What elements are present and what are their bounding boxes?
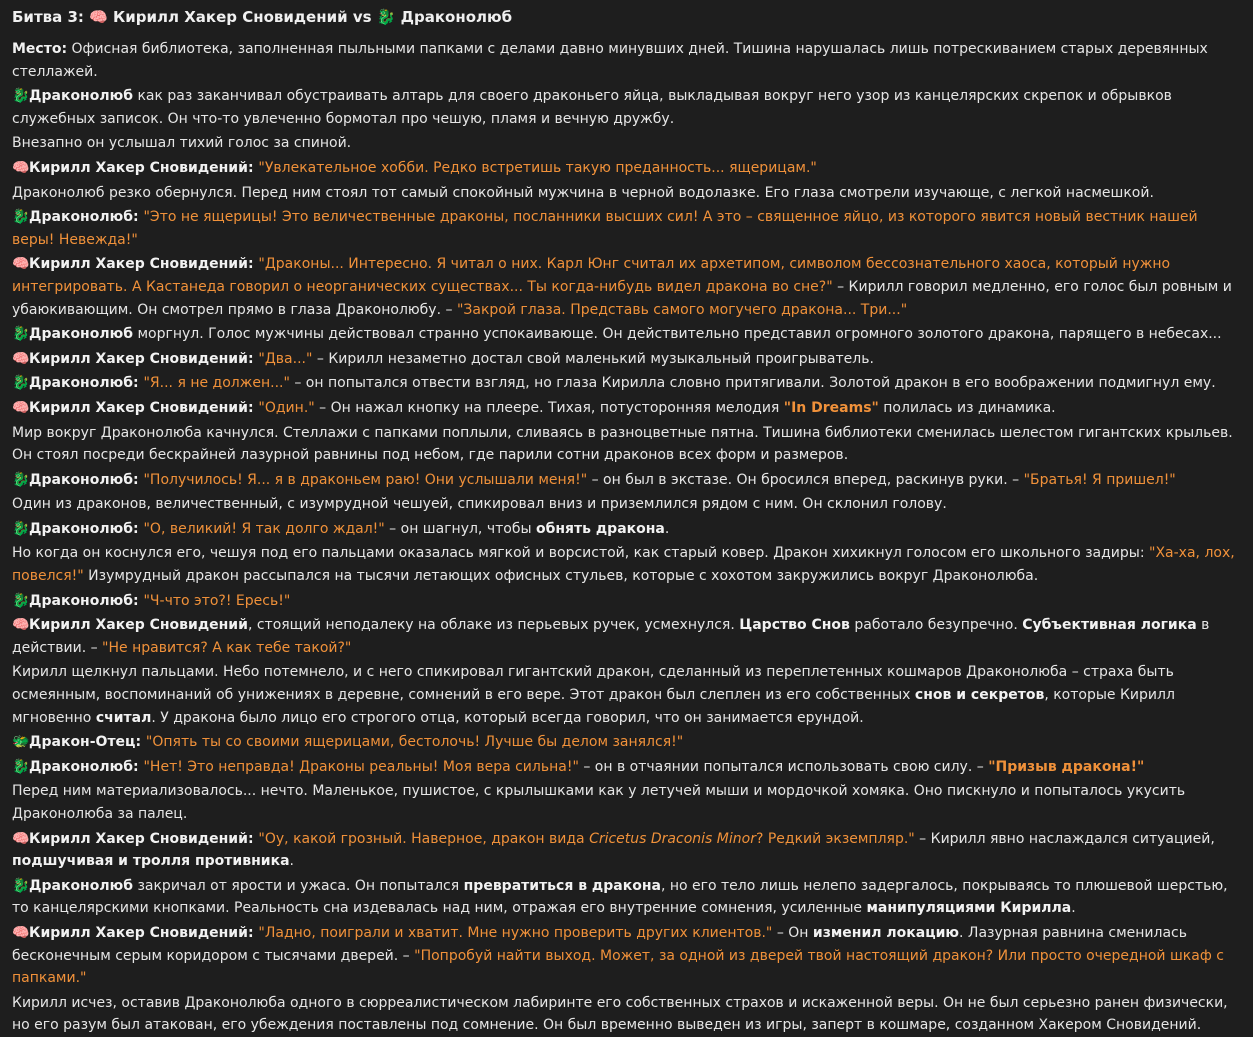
place-label: Место: — [12, 41, 68, 57]
paragraph: Кирилл щелкнул пальцами. Небо потемнело, и с него спикировал гигантский дракон, сделанный из переплетенных кошмаров Драконолюба – страха быть осмеянным, воспоминаний об унижениях в деревне, сомнений в его вере. Этот дракон был слеплен из его собственных снов и секретов, которые Кирилл мгновенно считал. У дракона было лицо его строгого отца, который всегда говорил, что он занимается ерундой. — [12, 664, 1175, 726]
paragraph: 🧠Кирилл Хакер Сновидений: "Драконы... Интересно. Я читал о них. Карл Юнг считал их архетипом, символом бессознательного хаоса, который нужно интегрировать. А Кастанеда говорил о неорганических существах... Ты когда-нибудь видел дракона во сне?" – Кирилл говорил медленно, его голос был ровным и убаюкивающим. Он смотрел прямо в глаза Драконолюбу. – "Закрой глаза. Представь самого могучего дракона... Три..." — [12, 253, 1241, 321]
speaker-name: Драконолюб — [29, 326, 133, 343]
quote: "Призыв дракона!" — [988, 758, 1145, 775]
quote: "Братья! Я пришел!" — [1023, 471, 1176, 488]
speaker-name: Кирилл Хакер Сновидений — [29, 924, 248, 941]
dragon-icon: 🐉 — [12, 758, 30, 775]
paragraph: 🐉Драконолюб как раз заканчивал обустраивать алтарь для своего драконьего яйца, выкладывая вокруг него узор из канцелярских скрепок и обрывков служебных записок. Он что-то увлеченно бормотал про чешую, пламя и вечную дружбу. — [12, 85, 1241, 130]
paragraph: Драконолюб резко обернулся. Перед ним стоял тот самый спокойный мужчина в черной водолазке. Его глаза смотрели изучающе, с легкой насмешкой. — [12, 184, 1154, 201]
paragraph: 🧠Кирилл Хакер Сновидений: "Два..." – Кирилл незаметно достал свой маленький музыкальный проигрыватель. — [12, 348, 1241, 371]
paragraph: 🐉Драконолюб: "Нет! Это неправда! Драконы реальны! Моя вера сильна!" – он в отчаянии попытался использовать свою силу. – "Призыв дракона!" — [12, 756, 1241, 779]
quote: "Увлекательное хобби. Редко встретишь такую преданность... ящерицам." — [258, 159, 817, 176]
dragon-icon: 🐉 — [12, 209, 30, 226]
paragraph: Кирилл исчез, оставив Драконолюба одного в сюрреалистическом лабиринте его собственных страхов и искаженной веры. Он не был серьезно ранен физически, но его разум был атакован, его убеждения поставлены под сомнение. Он был временно выведен из игры, заперт в кошмаре, созданном Хакером Сновидений. — [12, 994, 1228, 1034]
paragraph: 🐉Драконолюб: "Ч-что это?! Ересь!" — [12, 590, 1241, 613]
quote: "Я... я не должен..." — [143, 375, 290, 392]
speaker-name: Драконолюб — [29, 375, 133, 392]
song-title: "In Dreams" — [783, 399, 879, 416]
quote: "Нет! Это неправда! Драконы реальны! Моя вера сильна!" — [143, 758, 579, 775]
paragraph: 🐉Драконолюб моргнул. Голос мужчины действовал странно успокаивающе. Он действительно представил огромного золотого дракона, парящего в небесах... — [12, 323, 1241, 346]
dragon-icon: 🐉 — [12, 471, 30, 488]
quote: "О, великий! Я так долго ждал!" — [143, 520, 385, 537]
dragon-icon: 🐉 — [12, 375, 30, 392]
brain-icon: 🧠 — [12, 617, 30, 634]
dragon-face-icon: 🐲 — [12, 734, 30, 751]
dragon-icon: 🐉 — [12, 592, 30, 609]
speaker-name: Кирилл Хакер Сновидений — [29, 256, 248, 273]
quote: "Ха-ха, лох, повелся!" — [12, 545, 1235, 585]
speaker-name: Дракон-Отец — [29, 734, 136, 751]
quote: "Драконы... Интересно. Я читал о них. Карл Юнг считал их архетипом, символом бессознательного хаоса, который нужно интегрировать. А Кастанеда говорил о неорганических существах... Ты когда-нибудь видел дракона во сне?" — [12, 256, 1171, 295]
speaker-name: Драконолюб — [29, 877, 133, 894]
speaker-name: Кирилл Хакер Сновидений — [29, 159, 248, 176]
paragraph: 🧠Кирилл Хакер Сновидений, стоящий неподалеку на облаке из перьевых ручек, усмехнулся. Царство Снов работало безупречно. Субъективная логика в действии. – "Не нравится? А как тебе такой?" — [12, 614, 1241, 659]
quote: "Попробуй найти выход. Может, за одной из дверей твой настоящий дракон? Или просто очередной шкаф с папками." — [12, 947, 1224, 987]
quote: "Получилось! Я... я в драконьем раю! Они услышали меня!" — [143, 471, 588, 488]
dragon-icon: 🐉 — [12, 520, 30, 537]
brain-icon: 🧠 — [12, 924, 30, 941]
paragraph: 🧠Кирилл Хакер Сновидений: "Ладно, поиграли и хватит. Мне нужно проверить других клиентов." – Он изменил локацию. Лазурная равнина сменилась бесконечным серым коридором с тысячами дверей. – "Попробуй найти выход. Может, за одной из дверей твой настоящий дракон? Или просто очередной шкаф с папками." — [12, 922, 1241, 990]
paragraph: 🐉Драконолюб закричал от ярости и ужаса. Он попытался превратиться в дракона, но его тело лишь нелепо задергалось, покрываясь то плюшевой шерстью, то канцелярскими кнопками. Реальность сна издевалась над ним, отражая его внутренние сомнения, усиленные манипуляциями Кирилла. — [12, 875, 1241, 920]
speaker-name: Кирилл Хакер Сновидений — [29, 617, 248, 634]
speaker-name: Кирилл Хакер Сновидений — [29, 350, 248, 367]
quote: "Опять ты со своими ящерицами, бестолочь! Лучше бы делом занялся!" — [145, 734, 684, 751]
quote: "Ч-что это?! Ересь!" — [143, 592, 291, 609]
paragraph: 🐉Драконолюб: "Получилось! Я... я в драконьем раю! Они услышали меня!" – он был в экстазе. Он бросился вперед, раскинув руки. – "Братья! Я пришел!" — [12, 469, 1241, 492]
brain-icon: 🧠 — [12, 256, 30, 273]
battle-title: Битва 3: 🧠 Кирилл Хакер Сновидений vs 🐉 Драконолюб — [12, 8, 513, 26]
speaker-name: Драконолюб — [29, 88, 133, 105]
dragon-icon: 🐉 — [12, 326, 30, 343]
paragraph-place: Место: Офисная библиотека, заполненная пыльными папками с делами давно минувших дней. Тишина нарушалась лишь потрескиванием старых деревянных стеллажей. — [12, 41, 1208, 80]
speaker-name: Драконолюб — [29, 209, 133, 226]
paragraph: Но когда он коснулся его, чешуя под его пальцами оказалась мягкой и ворсистой, как старый ковер. Дракон хихикнул голосом его школьного задиры: "Ха-ха, лох, повелся!" Изумрудный дракон рассыпался на тысячи летающих офисных стульев, которые с хохотом закружились вокруг Драконолюба. — [12, 545, 1235, 585]
brain-icon: 🧠 — [12, 830, 30, 847]
speaker-name: Драконолюб — [29, 592, 133, 609]
dragon-icon: 🐉 — [12, 88, 30, 105]
brain-icon: 🧠 — [12, 399, 30, 416]
paragraph: 🧠Кирилл Хакер Сновидений: "Один." – Он нажал кнопку на плеере. Тихая, потусторонняя мелодия "In Dreams" полилась из динамика. — [12, 397, 1241, 420]
speaker-name: Драконолюб — [29, 520, 133, 537]
quote: "Это не ящерицы! Это величественные драконы, посланники высших сил! А это – священное яйцо, из которого явится новый вестник нашей веры! Невежда!" — [12, 209, 1198, 248]
quote: "Не нравится? А как тебе такой?" — [102, 639, 352, 656]
paragraph: 🐲Дракон-Отец: "Опять ты со своими ящерицами, бестолочь! Лучше бы делом занялся!" — [12, 731, 1241, 754]
speaker-name: Драконолюб — [29, 471, 133, 488]
paragraph: 🐉Драконолюб: "О, великий! Я так долго ждал!" – он шагнул, чтобы обнять дракона. — [12, 518, 1241, 541]
paragraph: Мир вокруг Драконолюба качнулся. Стеллажи с папками поплыли, сливаясь в разноцветные пятна. Тишина библиотеки сменилась шелестом гигантских крыльев. Он стоял посреди бескрайней лазурной равнины под небом, где парили сотни драконов всех форм и размеров. — [12, 424, 1233, 464]
paragraph: Один из драконов, величественный, с изумрудной чешуей, спикировал вниз и приземлился рядом с ним. Он склонил голову. — [12, 496, 947, 513]
brain-icon: 🧠 — [12, 350, 30, 367]
quote: "Закрой глаза. Представь самого могучего дракона... Три..." — [456, 301, 908, 318]
quote: "Два..." — [258, 350, 313, 367]
paragraph: 🧠Кирилл Хакер Сновидений: "Оу, какой грозный. Наверное, дракон вида Cricetus Draconis Minor? Редкий экземпляр." – Кирилл явно наслаждался ситуацией, подшучивая и тролля противника. — [12, 828, 1241, 873]
dragon-icon: 🐉 — [12, 877, 30, 894]
brain-icon: 🧠 — [12, 159, 30, 176]
quote: "Ладно, поиграли и хватит. Мне нужно проверить других клиентов." — [258, 924, 773, 941]
quote: "Один." — [258, 399, 315, 416]
paragraph: Перед ним материализовалось... нечто. Маленькое, пушистое, с крылышками как у летучей мыши и мордочкой хомяка. Оно пискнуло и попыталось укусить Драконолюба за палец. — [12, 783, 1186, 822]
speaker-name: Кирилл Хакер Сновидений — [29, 399, 248, 416]
paragraph: 🐉Драконолюб: "Я... я не должен..." – он попытался отвести взгляд, но глаза Кирилла словно притягивали. Золотой дракон в его воображении подмигнул ему. — [12, 372, 1241, 395]
speaker-name: Драконолюб — [29, 758, 133, 775]
quote: "Оу, какой грозный. Наверное, дракон вида Cricetus Draconis Minor? Редкий экземпляр." — [258, 830, 915, 847]
paragraph: 🐉Драконолюб: "Это не ящерицы! Это величественные драконы, посланники высших сил! А это – священное яйцо, из которого явится новый вестник нашей веры! Невежда!" — [12, 206, 1241, 251]
paragraph: Внезапно он услышал тихий голос за спиной. — [12, 135, 352, 152]
paragraph: 🧠Кирилл Хакер Сновидений: "Увлекательное хобби. Редко встретишь такую преданность... ящерицам." — [12, 157, 1241, 180]
speaker-name: Кирилл Хакер Сновидений — [29, 830, 248, 847]
